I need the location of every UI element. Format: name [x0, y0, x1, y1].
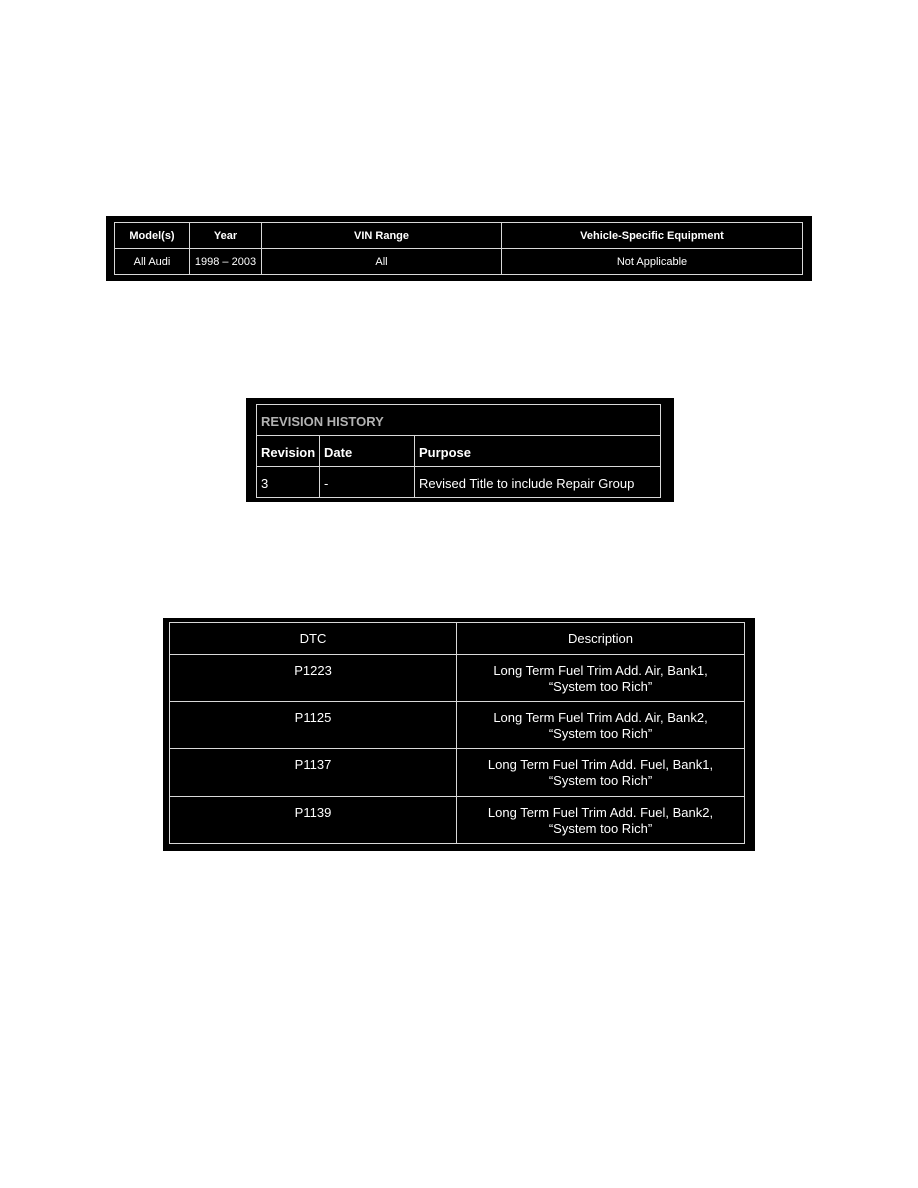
table-row: [170, 749, 745, 796]
applicability-header-row: [115, 223, 803, 249]
header-date: Date: [320, 436, 415, 467]
description-line: Long Term Fuel Trim Add. Fuel, Bank1,: [487, 757, 714, 773]
cell-revision: 3: [257, 467, 320, 498]
revision-history-table: [246, 398, 674, 502]
header-description: Description: [457, 623, 745, 655]
description-line: “System too Rich”: [548, 820, 653, 836]
header-revision: Revision: [257, 436, 320, 467]
table-row: [170, 702, 745, 749]
cell-dtc-description: [457, 702, 745, 749]
cell-dtc-description: [457, 654, 745, 701]
description-line: “System too Rich”: [548, 678, 653, 694]
header-dtc: DTC: [170, 623, 457, 655]
revision-header-row: [257, 436, 661, 467]
table-row: [170, 796, 745, 843]
applicability-table: [106, 216, 812, 281]
dtc-header-row: [170, 623, 745, 655]
cell-dtc-code: P1125: [170, 702, 457, 749]
description-line: “System too Rich”: [548, 773, 653, 789]
header-models: Model(s): [115, 223, 190, 249]
cell-dtc-code: P1137: [170, 749, 457, 796]
cell-purpose: Revised Title to include Repair Group: [415, 467, 661, 498]
cell-equipment: Not Applicable: [502, 249, 803, 275]
description-line: Long Term Fuel Trim Add. Air, Bank1,: [493, 662, 708, 678]
cell-dtc-description: [457, 796, 745, 843]
header-equipment: Vehicle-Specific Equipment: [502, 223, 803, 249]
cell-vin-range: All: [262, 249, 502, 275]
cell-year: 1998 – 2003: [190, 249, 262, 275]
revision-grid: [256, 404, 661, 498]
description-line: “System too Rich”: [548, 726, 653, 742]
revision-history-title: REVISION HISTORY: [257, 405, 661, 436]
table-row: [170, 654, 745, 701]
cell-dtc-code: P1139: [170, 796, 457, 843]
dtc-grid: [169, 622, 745, 844]
description-line: Long Term Fuel Trim Add. Fuel, Bank2,: [487, 804, 714, 820]
table-row: [115, 249, 803, 275]
cell-dtc-code: P1223: [170, 654, 457, 701]
revision-title-row: [257, 405, 661, 436]
cell-models: All Audi: [115, 249, 190, 275]
header-purpose: Purpose: [415, 436, 661, 467]
cell-date: -: [320, 467, 415, 498]
applicability-grid: [114, 222, 803, 275]
description-line: Long Term Fuel Trim Add. Air, Bank2,: [493, 710, 708, 726]
header-year: Year: [190, 223, 262, 249]
cell-dtc-description: [457, 749, 745, 796]
dtc-table: [163, 618, 755, 851]
header-vin-range: VIN Range: [262, 223, 502, 249]
table-row: [257, 467, 661, 498]
